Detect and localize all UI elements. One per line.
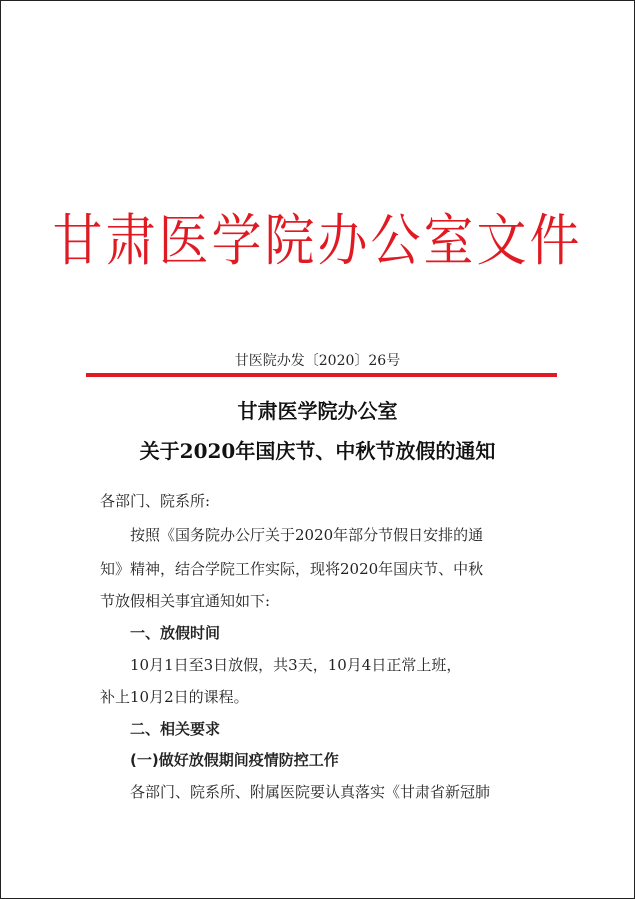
masthead-title: 甘肃医学院办公室文件 xyxy=(52,208,583,274)
document-number: 甘医院办发〔2020〕26号 xyxy=(234,353,401,369)
intro-line-3: 节放假相关事宜通知如下: xyxy=(100,592,271,610)
notice-title-line-2: 关于2020年国庆节、中秋节放假的通知 xyxy=(139,439,496,463)
subsection-1-line-1: 各部门、院系所、附属医院要认真落实《甘肃省新冠肺 xyxy=(130,783,491,801)
section-1-heading: 一、放假时间 xyxy=(130,624,221,642)
section-1-line-1: 10月1日至3日放假，共3天，10月4日正常上班， xyxy=(130,656,462,674)
salutation: 各部门、院系所: xyxy=(100,492,211,510)
notice-title-line-1: 甘肃医学院办公室 xyxy=(237,399,398,423)
intro-line-1: 按照《国务院办公厅关于2020年部分节假日安排的通 xyxy=(130,526,484,544)
subsection-1-heading: (一)做好放假期间疫情防控工作 xyxy=(130,751,339,769)
section-2-heading: 二、相关要求 xyxy=(130,720,221,738)
intro-line-2: 知》精神，结合学院工作实际，现将2020年国庆节、中秋 xyxy=(100,560,484,578)
section-1-line-2: 补上10月2日的课程。 xyxy=(100,688,249,706)
masthead-divider xyxy=(86,373,557,377)
